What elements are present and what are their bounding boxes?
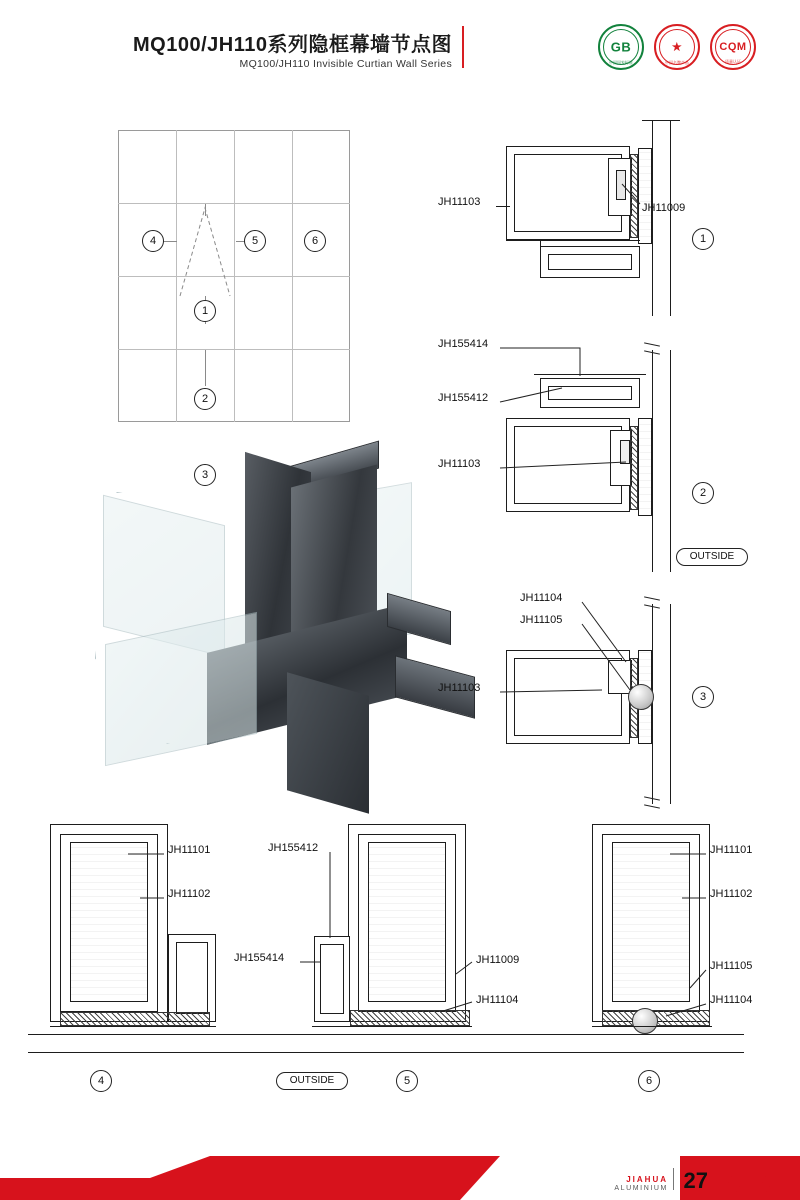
structural-sealant xyxy=(60,1012,210,1026)
mullion-profile-inner xyxy=(514,658,622,736)
break-symbol xyxy=(644,344,660,354)
page-number: 27 xyxy=(683,1168,708,1193)
gasket xyxy=(620,440,630,464)
curtain-wall-elevation xyxy=(118,130,350,481)
3d-corner-assembly-render xyxy=(95,452,415,782)
transom-profile-inner xyxy=(548,254,632,270)
detail-section-6 xyxy=(570,812,790,1087)
glass-pane xyxy=(638,148,652,244)
bottom-details-row xyxy=(0,812,800,1102)
backer-rod xyxy=(632,1008,658,1034)
label-jh11104: JH11104 xyxy=(520,592,563,604)
glazing-adaptor xyxy=(608,660,632,694)
badge-text: CQM xyxy=(719,41,747,53)
page-header xyxy=(0,0,800,96)
label-jh155412: JH155412 xyxy=(438,392,489,404)
detail-bubble-3[interactable]: 3 xyxy=(692,686,714,708)
elevation-callout-1[interactable]: 1 xyxy=(194,300,216,322)
profile-edge xyxy=(506,240,640,241)
elevation-callout-4[interactable]: 4 xyxy=(142,230,164,252)
badge-subtext: 质量认证 xyxy=(725,59,741,64)
label-jh11101: JH11101 xyxy=(710,844,753,856)
glass-pane xyxy=(368,842,446,1002)
badge-text: GB xyxy=(610,39,632,55)
label-jh155414: JH155414 xyxy=(438,338,489,350)
wall-line xyxy=(670,604,671,804)
wall-line xyxy=(652,120,653,316)
detail-bubble-2[interactable]: 2 xyxy=(692,482,714,504)
mullion-lower-stub xyxy=(287,672,369,814)
detail-bubble-4[interactable]: 4 xyxy=(90,1070,112,1092)
label-jh11103: JH11103 xyxy=(438,196,481,208)
detail-section-1 xyxy=(430,118,790,318)
callout-leader xyxy=(163,241,177,242)
brand-subtitle: ALUMINIUM xyxy=(614,1184,668,1192)
footer-red-bar xyxy=(0,1156,800,1200)
badge-subtext: 中国国家标准 xyxy=(609,60,633,65)
callout-leader xyxy=(205,204,206,216)
profile-edge xyxy=(50,1026,216,1027)
glass-pane xyxy=(638,418,652,516)
jiahua-logo-icon xyxy=(720,1162,776,1192)
structural-sealant xyxy=(630,154,638,238)
detail-section-3 xyxy=(430,586,790,816)
label-jh11101: JH11101 xyxy=(168,844,211,856)
red-star-certification-badge xyxy=(654,24,700,70)
detail-bubble-1[interactable]: 1 xyxy=(692,228,714,250)
label-jh11009: JH11009 xyxy=(642,202,686,214)
elevation-callout-2[interactable]: 2 xyxy=(194,388,216,410)
callout-leader xyxy=(205,350,206,386)
gasket xyxy=(616,170,626,200)
wall-line xyxy=(670,350,671,572)
label-jh11103: JH11103 xyxy=(438,682,481,694)
mullion-profile-inner xyxy=(514,426,622,504)
backer-rod xyxy=(628,684,654,710)
detail-section-5 xyxy=(234,812,550,1087)
glass-pane xyxy=(612,842,690,1002)
profile-edge xyxy=(592,1026,712,1027)
profile-edge xyxy=(312,1026,472,1027)
openable-panel-symbol xyxy=(118,130,350,422)
page-title-cn: MQ100/JH110系列隐框幕墙节点图 xyxy=(133,34,452,56)
adaptor-profile-inner xyxy=(320,944,344,1014)
outside-marker-2: OUTSIDE xyxy=(676,548,748,566)
outside-marker-5: OUTSIDE xyxy=(276,1072,348,1090)
profile-edge xyxy=(534,374,646,375)
mullion-profile-inner xyxy=(514,154,622,232)
slab-line xyxy=(642,120,680,121)
green-certification-badge xyxy=(598,24,644,70)
footer-divider xyxy=(673,1168,674,1190)
wall-line xyxy=(652,604,653,804)
elevation-callout-5[interactable]: 5 xyxy=(244,230,266,252)
cqm-certification-badge xyxy=(710,24,756,70)
badge-subtext: 中国名牌产品 xyxy=(665,60,689,65)
brand-name: JIAHUA xyxy=(626,1175,668,1185)
label-jh11104: JH11104 xyxy=(476,994,519,1006)
structural-sealant xyxy=(630,426,638,510)
detail-bubble-5[interactable]: 5 xyxy=(396,1070,418,1092)
coping-profile-inner xyxy=(548,386,632,400)
break-symbol xyxy=(644,798,660,808)
break-symbol xyxy=(644,598,660,608)
label-jh155414: JH155414 xyxy=(234,952,285,964)
label-jh11105: JH11105 xyxy=(520,614,563,626)
label-jh11104: JH11104 xyxy=(710,994,753,1006)
page-title-en: MQ100/JH110 Invisible Curtian Wall Series xyxy=(239,58,452,70)
adaptor-profile-inner xyxy=(176,942,208,1014)
title-divider xyxy=(462,26,464,68)
wall-line xyxy=(670,120,671,316)
label-jh11102: JH11102 xyxy=(710,888,753,900)
detail-bubble-6[interactable]: 6 xyxy=(638,1070,660,1092)
label-jh11102: JH11102 xyxy=(168,888,211,900)
label-leader xyxy=(496,206,510,207)
profile-edge xyxy=(540,240,541,248)
badge-text: ★ xyxy=(671,41,683,54)
glass-pane xyxy=(70,842,148,1002)
detail-section-2 xyxy=(430,330,790,580)
page-footer xyxy=(0,1138,800,1200)
label-jh11105: JH11105 xyxy=(710,960,753,972)
detail-section-4 xyxy=(30,812,260,1087)
structural-sealant xyxy=(350,1010,470,1026)
elevation-callout-3[interactable]: 3 xyxy=(194,464,216,486)
brand-mark xyxy=(614,1176,668,1192)
wall-line xyxy=(652,350,653,572)
certification-badges xyxy=(468,24,768,72)
label-jh155412: JH155412 xyxy=(268,842,319,854)
label-jh11009: JH11009 xyxy=(476,954,520,966)
label-jh11103: JH11103 xyxy=(438,458,481,470)
elevation-callout-6[interactable]: 6 xyxy=(304,230,326,252)
